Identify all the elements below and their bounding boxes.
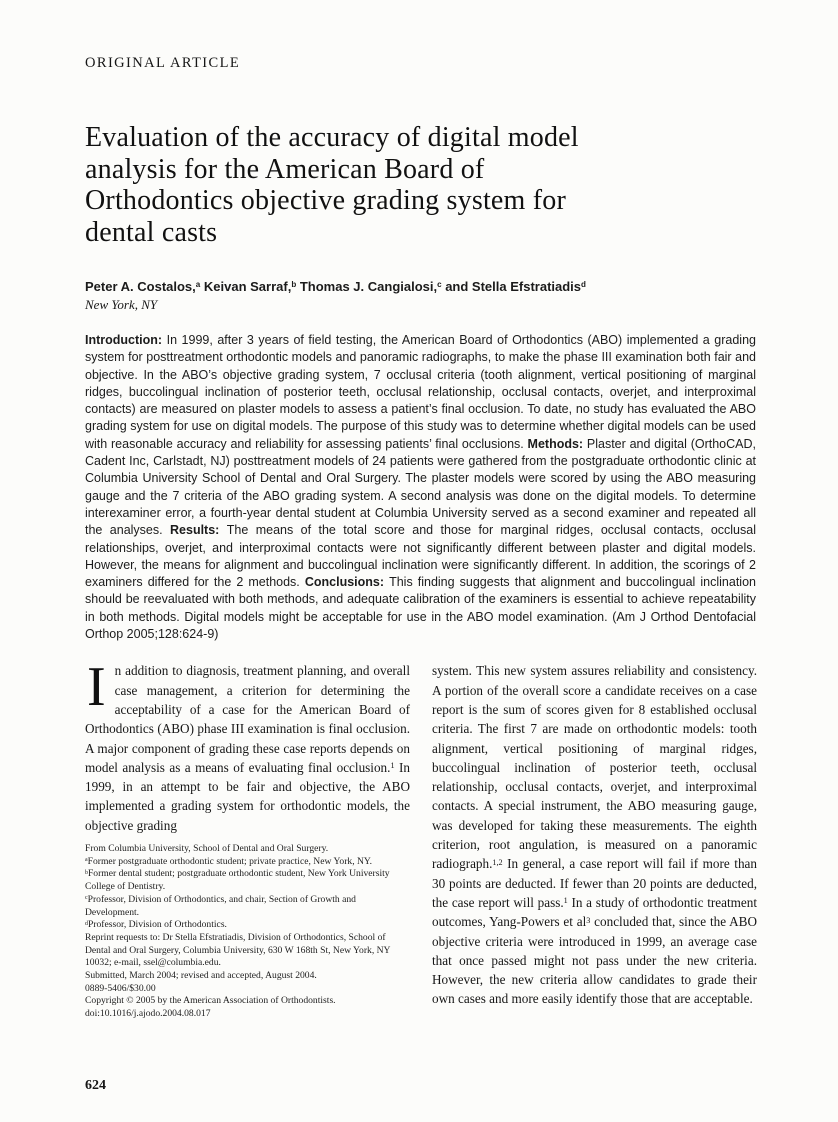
right-column — [432, 661, 757, 1021]
intro-paragraph-text: n addition to diagnosis, treatment planning, and overall case management, a criterion for determining the acceptability of a case for the American Board of Orthodontics (ABO) phase III examination is final occlusion. A major component of grading these case reports depends on model analysis as a means of evaluating final occlusion.$^1$ In 1999, in an attempt to be fair and objective, the ABO implemented a grading system for orthodontic models, the objective grading — [85, 663, 410, 833]
left-column — [85, 656, 410, 1021]
body-columns — [85, 656, 757, 1021]
intro-paragraph — [85, 656, 410, 835]
continuation-paragraph: system. This new system assures reliability and consistency. A portion of the overall score a candidate receives on a case report is the sum of scores given for 8 established occlusal criteria. The first 7 are made on orthodontic models: tooth alignment, vertical positioning of marginal ridges, buccolingual inclination of posterior teeth, occlusal relationship, occlusal contacts, overjet, and interproximal contacts. A special instrument, the ABO measuring gauge, was developed for taking these measurements. The eighth criterion, root angulation, is measured on a panoramic radiograph.$^{1,2}$ In general, a case report will fail if more than 30 points are deducted. If fewer than 20 points are deducted, the case report will pass.$^1$ In a study of orthodontic treatment outcomes, Yang-Powers et $al^3$ concluded that, since the ABO objective criteria were introduced in 1999, an average case that once passed might not pass under the new criteria. However, the new criteria allow candidates to grade their own cases and more easily identify those that are acceptable. — [432, 663, 757, 1007]
authors-line: Peter A. Costalos,$^a$ Keivan Sarraf,$^b$ Thomas J. Cangialosi,$^c$ and Stella Efstratiadis$^d$ — [85, 279, 586, 294]
footnote-submission-dates: Submitted, March 2004; revised and accepted, August 2004. — [85, 970, 317, 982]
article-title — [85, 122, 756, 248]
footnote-doi: doi:10.1016/j.ajodo.2004.08.017 — [85, 1008, 211, 1020]
footnotes-block — [85, 843, 410, 1021]
footnote-author-c: $^c$Professor, Division of Orthodontics, and chair, Section of Growth and Development. — [85, 893, 356, 918]
footnote-issn-price: 0889-5406/$30.00 — [85, 982, 156, 994]
footnote-author-a: $^a$Former postgraduate orthodontic student; private practice, New York, NY. — [85, 855, 373, 867]
footnote-author-d: $^d$Professor, Division of Orthodontics. — [85, 919, 227, 931]
abstract-paragraph: Introduction: In 1999, after 3 years of field testing, the American Board of Orthodontics (ABO) implemented a grading system for posttreatment orthodontic models and panoramic radiographs, to make the phase III examination both fair and objective. In the ABO’s objective grading system, 7 occlusal criteria (tooth alignment, vertical positioning of marginal ridges, buccolingual inclination of posterior teeth, occlusal relationship, occlusal contacts, overjet, and interproximal contacts) are measured on plaster models to assess a patient’s final occlusion. To date, no study has evaluated the ABO grading system for use on digital models. The purpose of this study was to determine whether digital models can be used with reasonable accuracy and reliability for assessing patients’ final occlusions. Methods: Plaster and digital (OrthoCAD, Cadent Inc, Carlstadt, NJ) posttreatment models of 24 patients were gathered from the postgraduate orthodontic clinic at Columbia University School of Dental and Oral Surgery. The plaster models were scored by using the ABO measuring gauge and the 7 criteria of the ABO grading system. A second analysis was done on the digital models. To determine interexaminer error, a fourth-year dental student at Columbia University served as a second examiner and repeated all the analyses. Results: The means of the total score and those for marginal ridges, occlusal contacts, occlusal relationships, overjet, and interproximal contacts were not significantly different between plaster and digital models. However, the means for alignment and buccolingual inclination were significantly different. In addition, the scorings of 2 examiners differed for the 2 methods. Conclusions: This finding suggests that alignment and buccolingual inclination should be reevaluated with both methods, and adequate calibration of the examiners is essential to achieve repeatability in both methods. Digital models might be acceptable for use in the ABO model examination. (Am J Orthod Dentofacial Orthop 2005;128:624-9) — [85, 333, 756, 642]
article-type-label: ORIGINAL ARTICLE — [85, 55, 241, 71]
footnote-affiliation: From Columbia University, School of Dental and Oral Surgery. — [85, 843, 329, 855]
footnote-author-b: $^b$Former dental student; postgraduate orthodontic student, New York University College of Dentistry. — [85, 868, 390, 893]
article-title-line: Orthodontics objective grading system for — [85, 185, 566, 216]
footnote-copyright: Copyright © 2005 by the American Association of Orthodontists. — [85, 995, 336, 1007]
footnote-reprint-requests: Reprint requests to: Dr Stella Efstratiadis, Division of Orthodontics, School of Dental and Oral Surgery, Columbia University, 630 W 168th St, New York, NY 10032; e-mail, ssel@columbia.edu. — [85, 931, 391, 969]
author-location: New York, NY — [85, 297, 158, 312]
article-title-line: Evaluation of the accuracy of digital model — [85, 122, 579, 153]
drop-cap: I — [87, 656, 106, 719]
article-title-line: analysis for the American Board of — [85, 153, 485, 185]
article-title-line: dental casts — [85, 216, 218, 248]
page-number: 624 — [85, 1078, 106, 1093]
